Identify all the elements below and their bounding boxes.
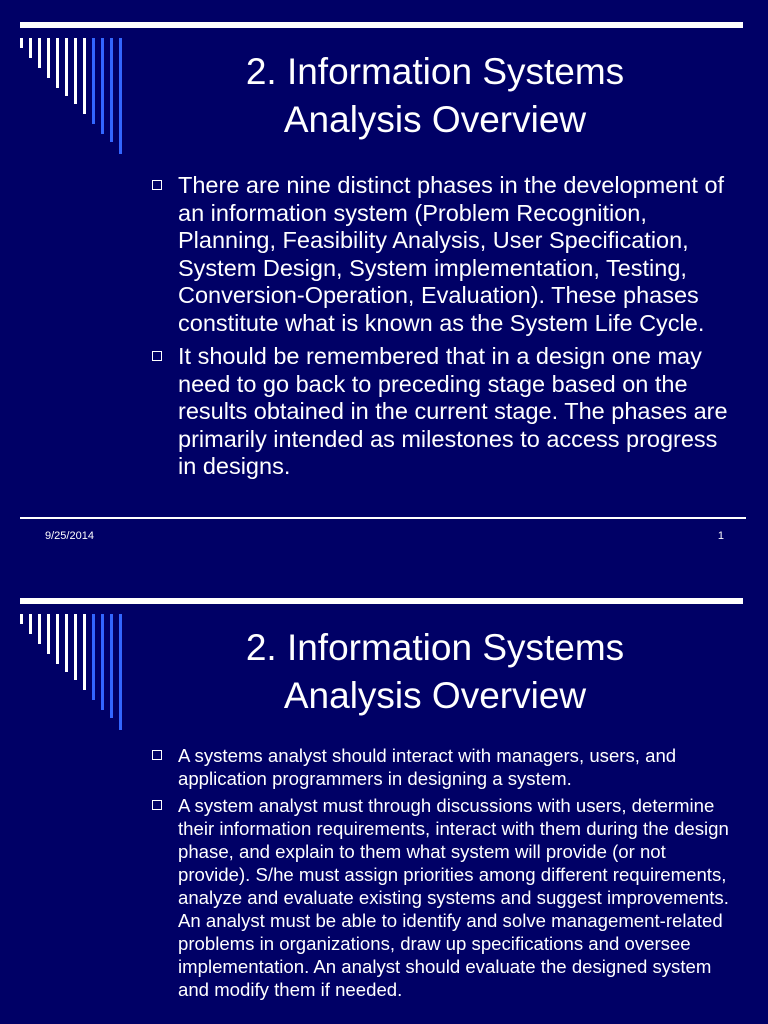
square-bullet-icon [152, 351, 162, 361]
square-bullet-icon [152, 750, 162, 760]
stripe [38, 614, 41, 644]
stripe [20, 614, 23, 624]
bullet-text: A system analyst must through discussions with users, determine their information requirements, interact with them during the design phase, and explain to them what system will provide (or not provide). S/he must assign priorities among different requirements, analyze and evaluate existing systems and suggest improvements. An analyst must be able to identify and solve management-related problems in organizations, draw up specifications and oversee implementation. An analyst should evaluate the designed system and modify them if needed. [178, 795, 729, 1000]
slide-title [150, 624, 720, 720]
bullet-item [150, 343, 730, 481]
stripe [110, 614, 113, 718]
square-bullet-icon [152, 180, 162, 190]
bullet-item [150, 744, 730, 790]
square-bullet-icon [152, 800, 162, 810]
title-line-1: 2. Information Systems [245, 51, 625, 92]
stripe [110, 38, 113, 142]
stripe [83, 38, 86, 114]
stripe [101, 38, 104, 134]
stripe [92, 38, 95, 124]
stripe [74, 38, 77, 104]
decorative-stripes [20, 38, 126, 154]
stripe [56, 38, 59, 88]
stripe [38, 38, 41, 68]
top-rule [20, 598, 743, 604]
bullet-list [150, 172, 730, 487]
top-rule [20, 22, 743, 28]
stripe [83, 614, 86, 690]
title-line-2: Analysis Overview [283, 675, 587, 716]
bullet-item [150, 794, 730, 1001]
stripe [74, 614, 77, 680]
title-line-1: 2. Information Systems [245, 627, 625, 668]
footer-rule [20, 517, 746, 519]
footer-date: 9/25/2014 [45, 530, 94, 542]
stripe [119, 38, 122, 154]
slide-title [150, 48, 720, 144]
stripe [56, 614, 59, 664]
title-line-2: Analysis Overview [283, 99, 587, 140]
stripe [65, 614, 68, 672]
decorative-stripes [20, 614, 126, 730]
stripe [65, 38, 68, 96]
stripe [29, 614, 32, 634]
stripe [101, 614, 104, 710]
stripe [119, 614, 122, 730]
stripe [47, 614, 50, 654]
bullet-list [150, 744, 730, 1005]
footer-page-number: 1 [717, 530, 724, 542]
slide-2 [0, 576, 768, 1024]
stripe [29, 38, 32, 58]
bullet-text: There are nine distinct phases in the development of an information system (Problem Recognition, Planning, Feasibility Analysis, User Specification, System Design, System implementation, Testing, Conversion-Operation, Evaluation). These phases constitute what is known as the System Life Cycle. [178, 172, 725, 336]
stripe [92, 614, 95, 700]
bullet-text: A systems analyst should interact with managers, users, and application programmers in designing a system. [178, 745, 677, 789]
stripe [47, 38, 50, 78]
bullet-text: It should be remembered that in a design one may need to go back to preceding stage based on the results obtained in the current stage. The phases are primarily intended as milestones to access progress in designs. [178, 343, 728, 479]
stripe [20, 38, 23, 48]
bullet-item [150, 172, 730, 337]
